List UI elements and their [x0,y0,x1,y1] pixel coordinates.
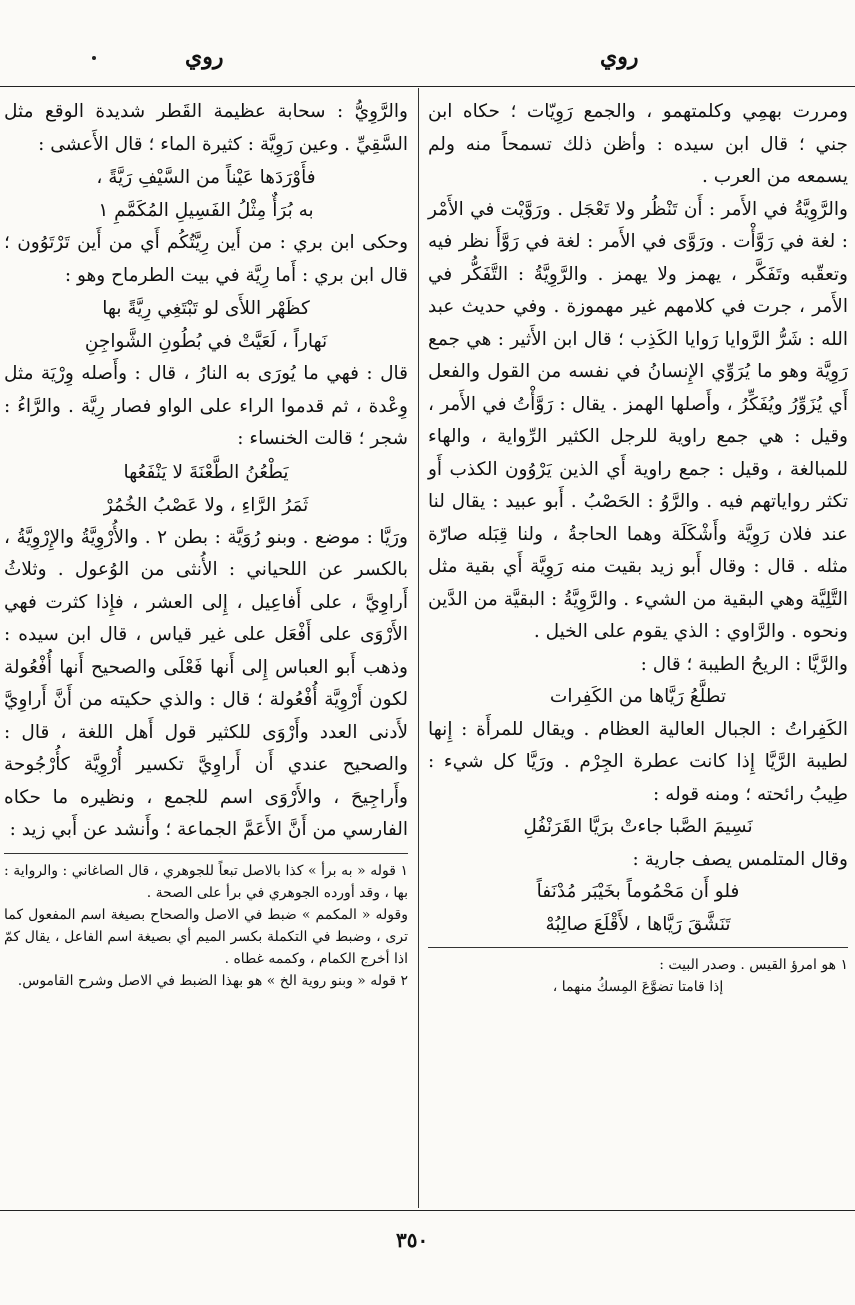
left-footnotes [4,860,408,992]
left-verse-1b: به بُرَأٌ مِثْلُ الفَسِيلِ المُكَمَّمِ ١ [98,200,314,221]
column-divider [418,88,419,1208]
left-paragraph-2: وحكى ابن بري : من أَين رِيَّتُكُم أَي من أَين تَرْتَوُون ؛ قال ابن بري : أَما رِيَّة في بيت الطرماح وهو : [4,232,408,286]
top-rule [0,86,855,87]
page-number: ٣٥٠ [396,1228,429,1252]
right-paragraph-2: والرَّوِيَّةُ في الأَمر : أَن تَنْظُر ولا تَعْجَل . ورَوَّيْت في الأَمْر : لغة في رَوَّأْت . ورَوَّى في الأَمر : لغة في رَوَّأَ نظر فيه وتعقّبه وتَفَكَّر ، يهمز ولا يهمز . والرَّوِيَّةُ : التَّفَكُّر في الأَمر ، جرت في كلامهم غير مهموزة . وفي حديث عبد الله : شَرُّ الرَّوايا رَوايا الكَذِب ؛ قال ابن الأَثير : هي جمع رَوِيَّة وهو ما يُرَوِّي الإِنسانُ في نفسه من القول والفعل أَي يُزَوِّرُ ويُفَكِّرُ ، وأَصلها الهمز . يقال : رَوَّأْتُ في الأَمر ، وقيل : هي جمع راوية للرجل الكثير الرِّواية ، والهاء للمبالغة ، وقيل : جمع راوية أَي الذين يَرْوُون الكذب أَو تكثر رواياتهم فيه . والرَّوُ : الحَصْبُ . أَبو عبيد : يقال لنا عند فلان رَوِيَّة وأَشْكَلَة وهما الحاجةُ ، ولنا قِبَله صارّة مثله . قال : وقال أَبو زيد بقيت منه رَوِيَّة أَي بقية مثل التَّلِيَّة وهي البقية من الشيء . والرَّوِيَّةُ : البقيَّة من الدَّين ونحوه . والرَّاوي : الذي يقوم على الخيل . [428,198,848,642]
header-dot [92,56,96,60]
left-paragraph-4: ورَيَّا : موضع . وبنو رُوَيَّة : بطن ٢ . والأُرْوِيَّةُ والإِرْوِيَّةُ ، بالكسر عن اللحياني : الأُنثى من الوُعول . وثلاثُ أَراوِيَّ ، على أَفاعِيل ، إِلى العشر ، فإِذا كثرت فهي الأَرْوَى على أَفْعَل على غير قياس ، قال ابن سيده : وذهب أَبو العباس إِلى أَنها فَعْلَى والصحيح أَنها أُفْعُولة لكون أَرْوِيَّة أُفْعُولة ؛ قال : والذي حكيته من أَنَّ أَراوِيَّ لأَدنى العدد وأَرْوَى للكثير قول أَهل اللغة ، قال : والصحيح عندي أَن أَراوِيَّ تكسير أُرْوِيَّة كأُرْجُوحة وأَراجِيحَ ، والأَرْوَى اسم للجمع ، ونظيره ما حكاه الفارسي من أَنَّ الأَعَمَّ الجماعة ؛ وأَنشد عن أَبي زيد : [4,526,408,840]
left-verse-3b: ثَمَرُ الرَّاءِ ، ولا عَصْبُ الخُمُرْ [103,494,309,516]
left-paragraph-3: قال : فهي ما يُورَى به النارُ ، قال : وأَصله وِرْيَة مثل وِعْدة ، ثم قدموا الراء على الواو فصار رِيَّة . والرَّاءُ : شجر ؛ قالت الخنساء : [4,363,408,449]
running-header-right: روي [600,44,639,70]
left-footnote-2: وقوله « المكمم » ضبط في الاصل والصحاح بصيغة اسم المفعول كما ترى ، وضبط في التكملة بكسر الميم أي بصيغة اسم الفاعل ، يقال كمّ اذا أخرج الكمام ، وكممه غطاه . [4,906,408,967]
right-verse-3a: فلو أَن مَحْمُوماً بخَيْبَر مُدْنَفاً [536,881,740,902]
right-footnote-1: ١ هو امرؤ القيس . وصدر البيت : [659,957,848,973]
right-column [428,96,848,998]
left-footnote-1: ١ قوله « به برأ » كذا بالاصل تبعاً للجوهري ، قال الصاغاني : والرواية : بها ، وقد أورده الجوهري في برأ على الصحة . [4,862,408,901]
right-footnote-separator [428,947,848,948]
left-verse-2a: كظَهْر اللأَى لو تَبْتَغِي رِيَّةً بها [102,298,310,319]
left-verse-3a: يَطْعُنُ الطَّعْنَةَ لا يَنْفَعُها [123,461,289,483]
running-header-left: روي [185,44,224,70]
left-footnote-separator [4,853,408,854]
left-footnote-3: ٢ قوله « وبنو روية الخ » هو بهذا الضبط في الاصل وشرح القاموس. [17,972,408,989]
right-footnotes [428,954,848,998]
left-verse-2b: نَهاراً ، لَعَيَّتْ في بُطُونِ الشَّواجِنِ [84,331,328,352]
bottom-rule [0,1210,855,1211]
left-verse-1a: فأَوْرَدَها عَيْناً من السَّيْفِ رَيَّةً ، [96,167,316,188]
right-verse-2: نَسِيمَ الصَّبا جاءتْ برَيَّا القَرَنْفُلِ [523,816,753,837]
right-footnote-2: إذا قامتا تضوَّعَ المِسكُ منهما ، [552,979,724,995]
left-column [4,96,408,992]
right-paragraph-5: وقال المتلمس يصف جارية : [632,848,848,870]
right-paragraph-3: والرَّيَّا : الريحُ الطيبة ؛ قال : [640,653,848,675]
right-paragraph-4: الكَفِراتُ : الجبال العالية العظام . ويقال للمرأَة : إِنها لطيبة الرَّيَّا إِذا كانت عطرة الجِرْم . ورَيَّا كل شيء : طِيبُ رائحته ؛ ومنه قوله : [428,718,848,805]
right-paragraph-1: ومررت بهمِي وكلمتهمو ، والجمع رَوِيّات ؛ حكاه ابن جني ؛ قال ابن سيده : وأظن ذلك تسمحاً منه ولم يسمعه من العرب . [428,101,848,187]
right-verse-3b: تَنَشَّقَ رَيَّاها ، لأَقْلَعَ صالِبُهْ [545,913,731,935]
right-verse-1: تطلَّعُ رَيَّاها من الكَفِرات [549,686,727,707]
left-paragraph-1: والرَّوِيُّ : سحابة عظيمة القَطر شديدة الوقع مثل السَّقِيِّ . وعين رَوِيَّة : كثيرة الماء ؛ قال الأَعشى : [4,101,408,155]
